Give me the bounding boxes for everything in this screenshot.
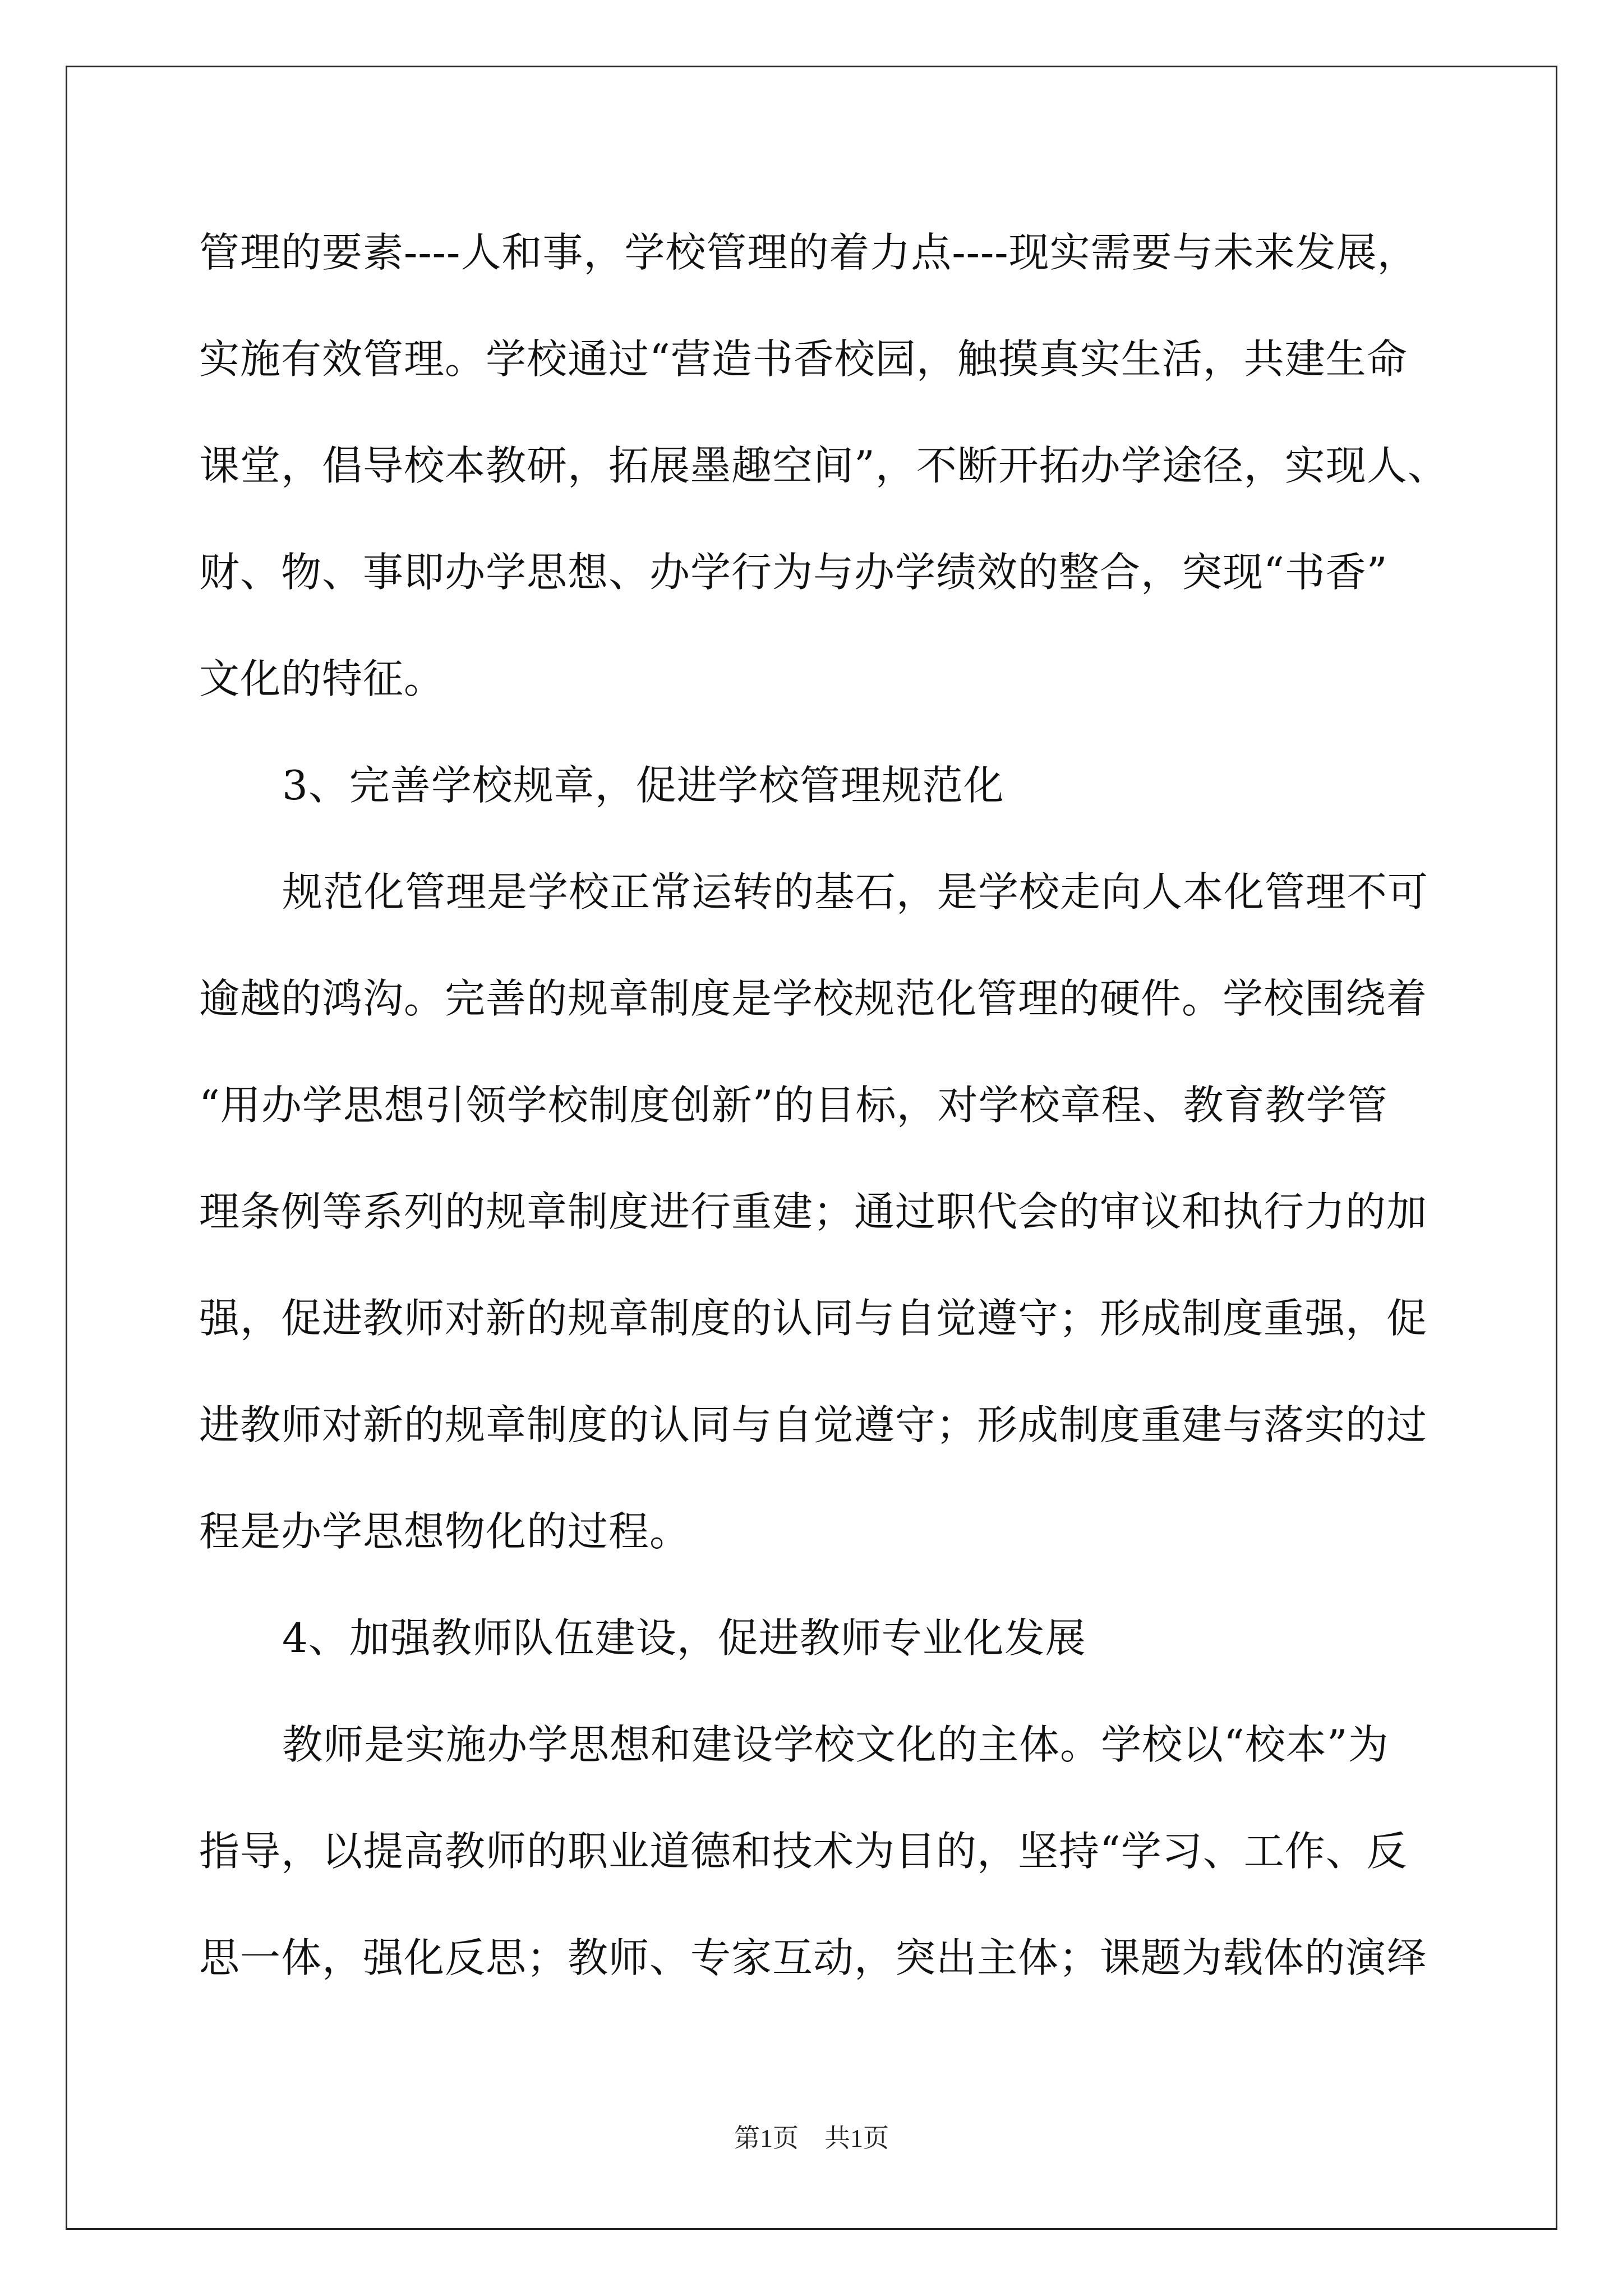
text-line: 指导，以提高教师的职业道德和技术为目的，坚持“学习、工作、反 xyxy=(199,1828,1408,1875)
text-line: 程是办学思想物化的过程。 xyxy=(199,1508,691,1555)
section-heading-3: 3、完善学校规章，促进学校管理规范化 xyxy=(282,762,1004,809)
text-line: 课堂，倡导校本教研，拓展墨趣空间”，不断开拓办学途径，实现人、 xyxy=(199,442,1449,489)
text-line: 管理的要素----人和事，学校管理的着力点----现实需要与未来发展， xyxy=(199,229,1418,276)
text-line: 强，促进教师对新的规章制度的认同与自觉遵守；形成制度重强，促 xyxy=(199,1295,1428,1342)
text-line: 教师是实施办学思想和建设学校文化的主体。学校以“校本”为 xyxy=(282,1721,1389,1768)
text-line: “用办学思想引领学校制度创新”的目标，对学校章程、教育教学管 xyxy=(199,1082,1388,1129)
text-line: 理条例等系列的规章制度进行重建；通过职代会的审议和执行力的加 xyxy=(199,1188,1428,1235)
text-line: 实施有效管理。学校通过“营造书香校园，触摸真实生活，共建生命 xyxy=(199,335,1408,383)
text-line: 逾越的鸿沟。完善的规章制度是学校规范化管理的硬件。学校围绕着 xyxy=(199,975,1428,1022)
document-body xyxy=(199,199,1461,2011)
text-line: 规范化管理是学校正常运转的基石，是学校走向人本化管理不可 xyxy=(282,868,1429,915)
text-line: 进教师对新的规章制度的认同与自觉遵守；形成制度重建与落实的过 xyxy=(199,1401,1428,1448)
page-number-footer: 第1页 共1页 xyxy=(734,2124,889,2152)
section-heading-4: 4、加强教师队伍建设，促进教师专业化发展 xyxy=(282,1614,1086,1662)
text-line: 文化的特征。 xyxy=(199,655,445,702)
text-line: 思一体，强化反思；教师、专家互动，突出主体；课题为载体的演绎 xyxy=(199,1934,1428,1981)
text-line: 财、物、事即办学思想、办学行为与办学绩效的整合，突现“书香” xyxy=(199,549,1388,596)
